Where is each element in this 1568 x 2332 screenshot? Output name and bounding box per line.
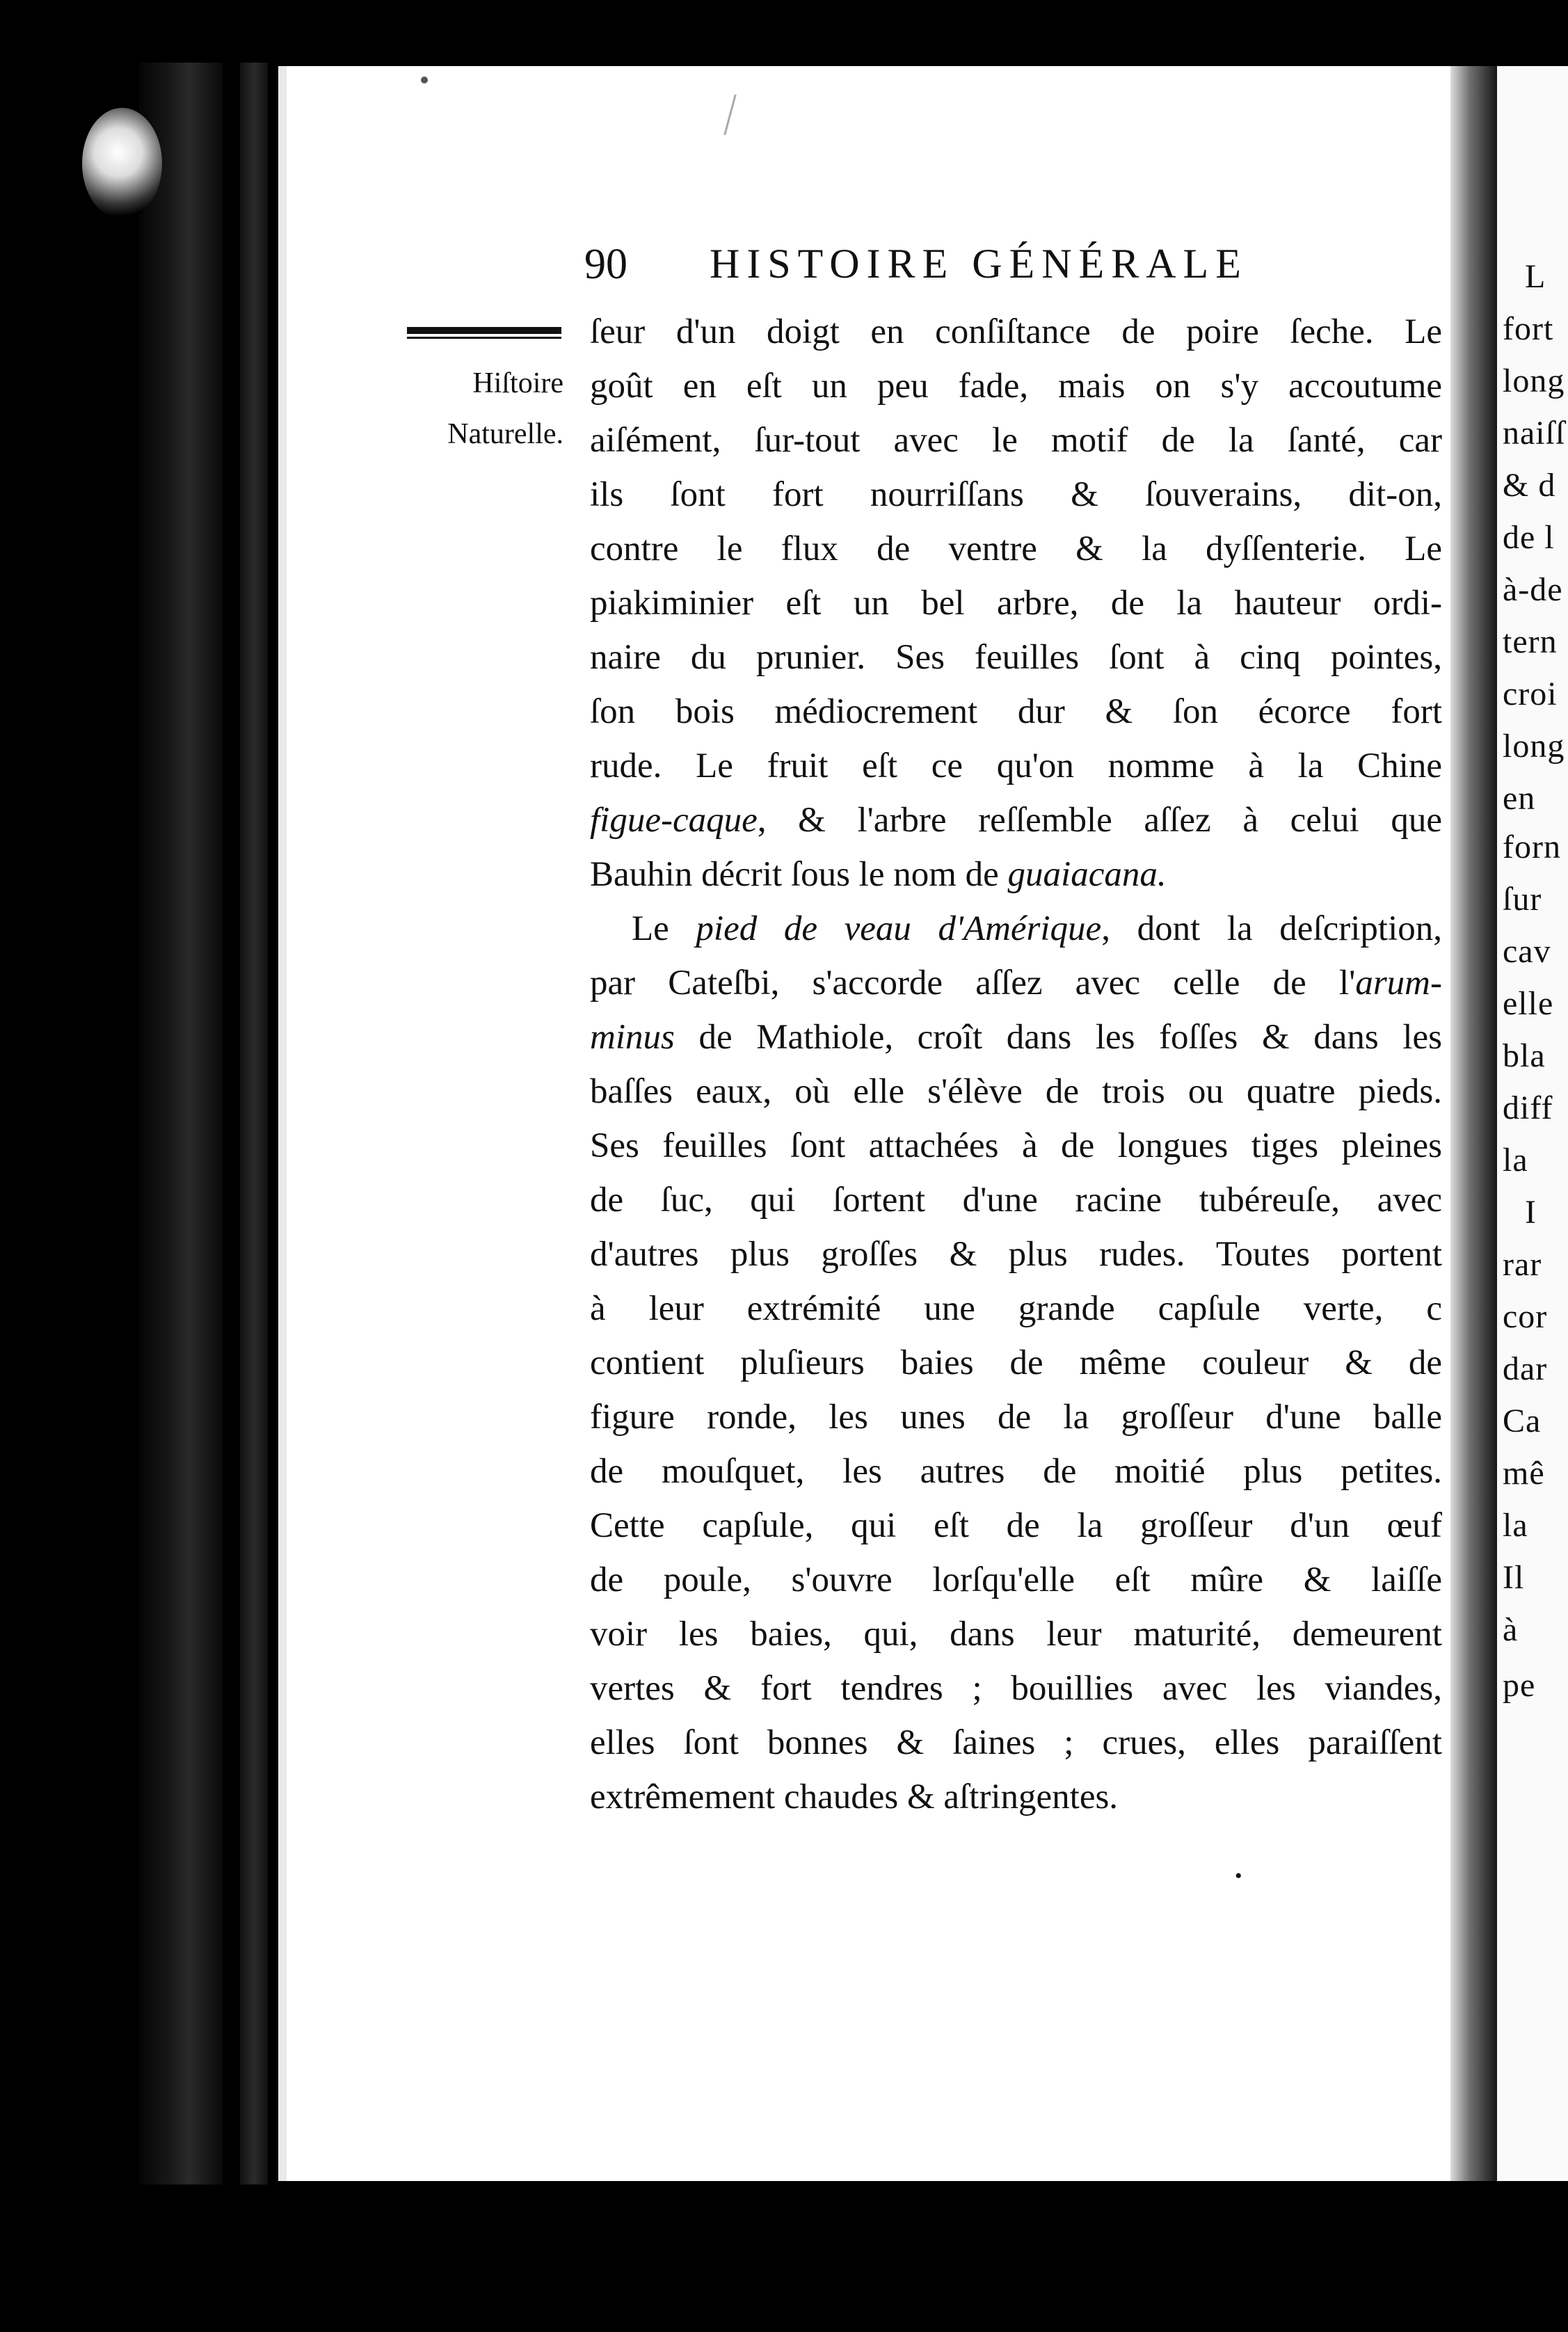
text-line: [590, 1119, 1442, 1173]
text-line-content: à leur extrémité une grande capſule verte, c: [590, 1289, 1442, 1328]
facing-page-line: forn: [1503, 829, 1561, 865]
margin-note: [403, 358, 563, 460]
text-line: [590, 847, 1442, 902]
facing-page-line: de l: [1503, 519, 1555, 556]
facing-page-line: pe: [1503, 1667, 1536, 1704]
page-gutter: [1450, 66, 1499, 2181]
facing-page-line: fort: [1503, 310, 1554, 347]
text-segment: Bauhin décrit ſous le nom de: [590, 855, 1008, 894]
facing-page: [1497, 66, 1568, 2181]
text-line: [590, 630, 1442, 685]
text-segment: par Cateſbi, s'accorde aſſez avec celle de l': [590, 964, 1356, 1003]
text-line: [590, 1716, 1442, 1770]
text-line-content: de ſuc, qui ſortent d'une racine tubéreuſe, avec: [590, 1181, 1442, 1220]
facing-page-line: naiſſ: [1503, 415, 1566, 452]
text-line-content: d'autres plus groſſes & plus rudes. Toutes portent: [590, 1235, 1442, 1274]
text-line: [590, 1227, 1442, 1281]
text-line: [590, 413, 1442, 468]
text-line: [590, 902, 1442, 956]
facing-page-line: I: [1525, 1194, 1537, 1231]
facing-page-line: Ca: [1503, 1403, 1542, 1439]
text-line-content: naire du prunier. Ses feuilles ſont à cinq pointes,: [590, 638, 1442, 677]
text-line-content: contient pluſieurs baies de même couleur & de: [590, 1343, 1442, 1382]
book-spine: [139, 63, 223, 2185]
margin-rule: [407, 327, 561, 334]
page-number: 90: [584, 241, 627, 288]
text-line-content: piakiminier eſt un bel arbre, de la hauteur ordi-: [590, 584, 1442, 623]
text-line: [590, 359, 1442, 413]
text-line-content: ſon bois médiocrement dur & ſon écorce fort: [590, 692, 1442, 731]
text-line: [590, 793, 1442, 847]
facing-page-line: croi: [1503, 676, 1558, 712]
text-line: [590, 1064, 1442, 1119]
text-line: [590, 576, 1442, 630]
text-segment: de Mathiole, croît dans les foſſes & dans les: [674, 1018, 1442, 1057]
text-line-content: ils ſont fort nourriſſans & ſouverains, dit-on,: [590, 475, 1442, 514]
facing-page-line: elle: [1503, 985, 1554, 1022]
text-line: [590, 1770, 1442, 1824]
text-line-content: vertes & fort tendres ; bouillies avec les viandes,: [590, 1669, 1442, 1708]
text-line: [590, 1010, 1442, 1064]
text-line-content: de mouſquet, les autres de moitié plus petites.: [590, 1452, 1442, 1491]
text-line-content: Ses feuilles ſont attachées à de longues tiges pleines: [590, 1126, 1442, 1165]
italic-term: figue-caque: [590, 801, 758, 840]
text-segment: Le: [632, 909, 696, 948]
text-line: [590, 1607, 1442, 1661]
text-line-content: voir les baies, qui, dans leur maturité, demeurent: [590, 1615, 1442, 1654]
text-line: [590, 956, 1442, 1010]
facing-page-line: L: [1525, 258, 1546, 295]
text-line-content: figure ronde, les unes de la groſſeur d'une balle: [590, 1398, 1442, 1437]
text-line: [590, 1661, 1442, 1716]
text-line: [590, 1173, 1442, 1227]
text-line-content: ſeur d'un doigt en conſiſtance de poire ſeche. Le: [590, 312, 1442, 351]
body-text: [590, 305, 1442, 1824]
text-line-content: rude. Le fruit eſt ce qu'on nomme à la Chine: [590, 746, 1442, 785]
text-line: [590, 1336, 1442, 1390]
text-line-content: elles ſont bonnes & ſaines ; crues, elles paraiſſent: [590, 1723, 1442, 1762]
facing-page-line: la: [1503, 1142, 1528, 1179]
book-spine-edge: [240, 63, 268, 2185]
italic-term: pied de veau d'Amérique: [696, 909, 1102, 948]
facing-page-line: long: [1503, 728, 1565, 765]
text-line: [590, 1390, 1442, 1444]
ink-speck: •: [1235, 1864, 1242, 1887]
margin-note-line: Hiſtoire: [472, 367, 563, 399]
text-line: [590, 468, 1442, 522]
page-header: [584, 240, 1336, 296]
text-line: [590, 1281, 1442, 1336]
text-line: [590, 522, 1442, 576]
facing-page-line: Il: [1503, 1559, 1525, 1596]
text-line-content: contre le flux de ventre & la dyſſenterie. Le: [590, 529, 1442, 568]
text-line: [590, 305, 1442, 359]
library-stamp-icon: [82, 108, 162, 219]
text-line-content: goût en eſt un peu fade, mais on s'y accoutume: [590, 367, 1442, 406]
margin-note-line: Naturelle.: [447, 418, 563, 450]
facing-page-line: bla: [1503, 1037, 1546, 1074]
running-title: HISTOIRE GÉNÉRALE: [710, 241, 1248, 287]
ink-speck: [421, 77, 428, 83]
text-line-content: Cette capſule, qui eſt de la groſſeur d'un œuf: [590, 1506, 1442, 1545]
text-segment: , dont la deſcription,: [1101, 909, 1442, 948]
text-line-content: aiſément, ſur-tout avec le motif de la ſanté, car: [590, 421, 1442, 460]
facing-page-line: dar: [1503, 1350, 1548, 1387]
text-line: [590, 1444, 1442, 1499]
text-line-content: baſſes eaux, où elle s'élève de trois ou quatre pieds.: [590, 1072, 1442, 1111]
text-line-content: de poule, s'ouvre lorſqu'elle eſt mûre & laiſſe: [590, 1560, 1442, 1599]
italic-term: arum-: [1355, 964, 1442, 1003]
facing-page-line: à: [1503, 1611, 1519, 1648]
facing-page-line: ſur: [1503, 881, 1542, 918]
facing-page-line: cor: [1503, 1298, 1548, 1335]
facing-page-line: diff: [1503, 1089, 1553, 1126]
facing-page-line: à-de: [1503, 571, 1563, 608]
text-segment: , & l'arbre reſſemble aſſez à celui que: [757, 801, 1442, 840]
facing-page-line: rar: [1503, 1246, 1542, 1283]
text-line: [590, 1553, 1442, 1607]
text-line: [590, 739, 1442, 793]
facing-page-line: en: [1503, 780, 1536, 817]
facing-page-line: tern: [1503, 623, 1558, 660]
italic-term: minus: [590, 1018, 675, 1057]
italic-term: guaiacana.: [1007, 855, 1167, 894]
text-line-content: extrêmement chaudes & aſtringentes.: [590, 1778, 1119, 1816]
margin-rule-thin: [407, 337, 561, 339]
text-line: [590, 1499, 1442, 1553]
text-line: [590, 685, 1442, 739]
facing-page-line: mê: [1503, 1455, 1545, 1492]
facing-page-line: la: [1503, 1507, 1528, 1544]
facing-page-line: cav: [1503, 933, 1551, 970]
facing-page-line: long: [1503, 362, 1565, 399]
facing-page-line: & d: [1503, 467, 1556, 504]
